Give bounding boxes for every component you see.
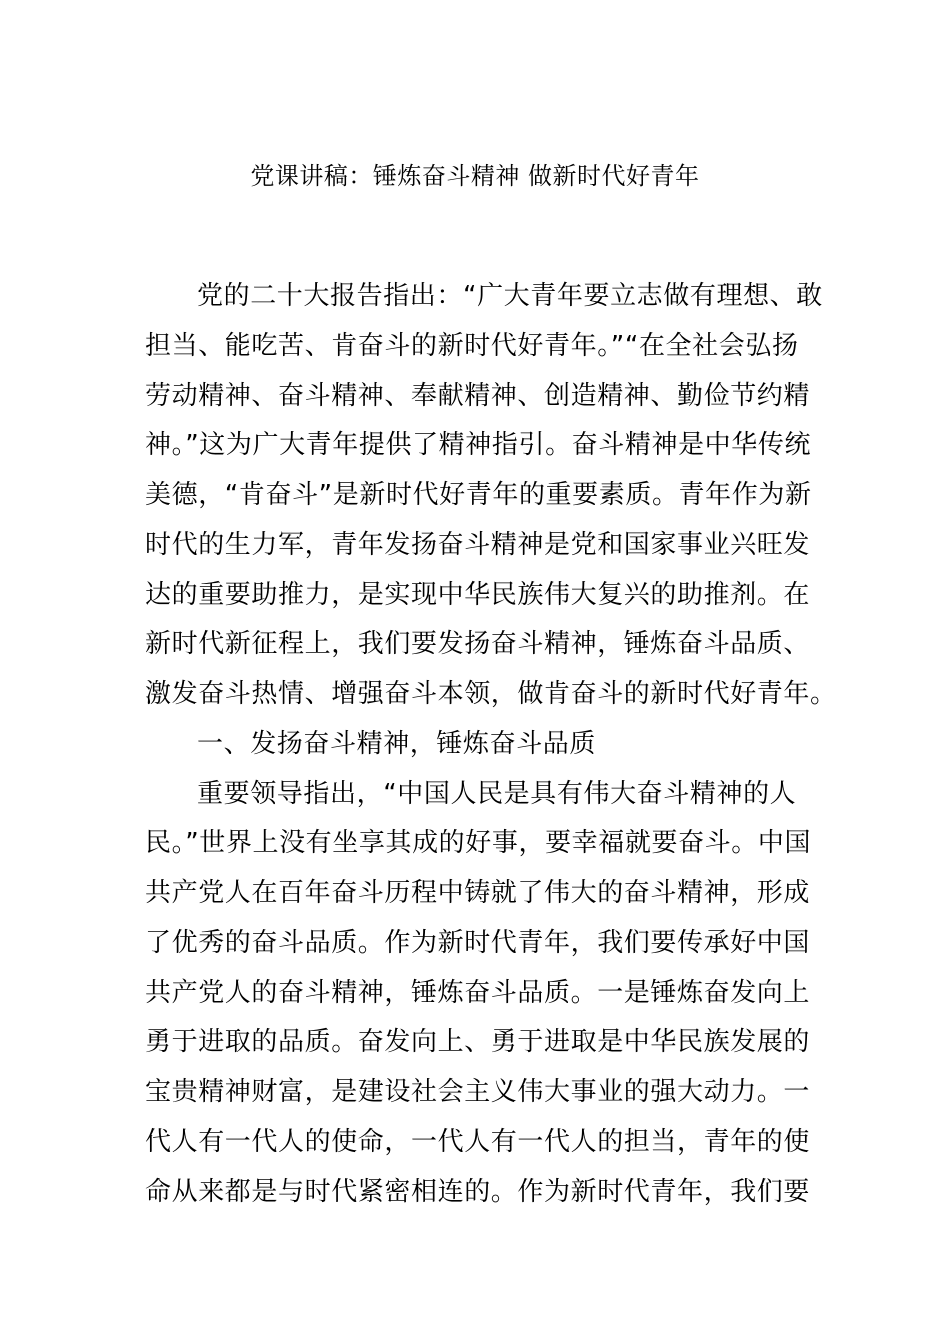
paragraph-line: 民。”世界上没有坐享其成的好事，要幸福就要奋斗。中国 bbox=[145, 828, 812, 859]
paragraph-line: 共产党人在百年奋斗历程中铸就了伟大的奋斗精神，形成 bbox=[145, 878, 811, 908]
paragraph-line: 代人有一代人的使命，一代人有一代人的担当，青年的使 bbox=[145, 1126, 811, 1157]
document-body bbox=[145, 272, 837, 1217]
document-title: 党课讲稿：锤炼奋斗精神 做新时代好青年 bbox=[250, 162, 700, 190]
paragraph-line: 重要领导指出，“中国人民是具有伟大奋斗精神的人 bbox=[197, 778, 797, 809]
paragraph-line: 达的重要助推力，是实现中华民族伟大复兴的助推剂。在 bbox=[145, 579, 811, 610]
paragraph-line: 担当、能吃苦、肯奋斗的新时代好青年。”“在全社会弘扬 bbox=[145, 330, 799, 361]
paragraph-line: 时代的生力军，青年发扬奋斗精神是党和国家事业兴旺发 bbox=[145, 529, 811, 560]
paragraph-line: 劳动精神、奋斗精神、奉献精神、创造精神、勤俭节约精 bbox=[145, 380, 811, 411]
paragraph-line: 宝贵精神财富，是建设社会主义伟大事业的强大动力。一 bbox=[145, 1077, 811, 1107]
paragraph-line: 新时代新征程上，我们要发扬奋斗精神，锤炼奋斗品质、 bbox=[145, 629, 811, 660]
paragraph-line: 命从来都是与时代紧密相连的。作为新时代青年，我们要 bbox=[145, 1176, 811, 1207]
paragraph-line: 神。”这为广大青年提供了精神指引。奋斗精神是中华传统 bbox=[145, 430, 812, 461]
paragraph-line: 党的二十大报告指出：“广大青年要立志做有理想、敢 bbox=[197, 281, 823, 311]
paragraph-line: 美德，“肯奋斗”是新时代好青年的重要素质。青年作为新 bbox=[145, 480, 812, 510]
paragraph-line: 了优秀的奋斗品质。作为新时代青年，我们要传承好中国 bbox=[145, 927, 811, 958]
paragraph-line: 激发奋斗热情、增强奋斗本领，做肯奋斗的新时代好青年。 bbox=[145, 679, 837, 709]
section-heading: 一、发扬奋斗精神，锤炼奋斗品质 bbox=[197, 728, 597, 759]
paragraph-line: 勇于进取的品质。奋发向上、勇于进取是中华民族发展的 bbox=[145, 1027, 811, 1058]
paragraph-line: 共产党人的奋斗精神，锤炼奋斗品质。一是锤炼奋发向上 bbox=[145, 977, 811, 1008]
